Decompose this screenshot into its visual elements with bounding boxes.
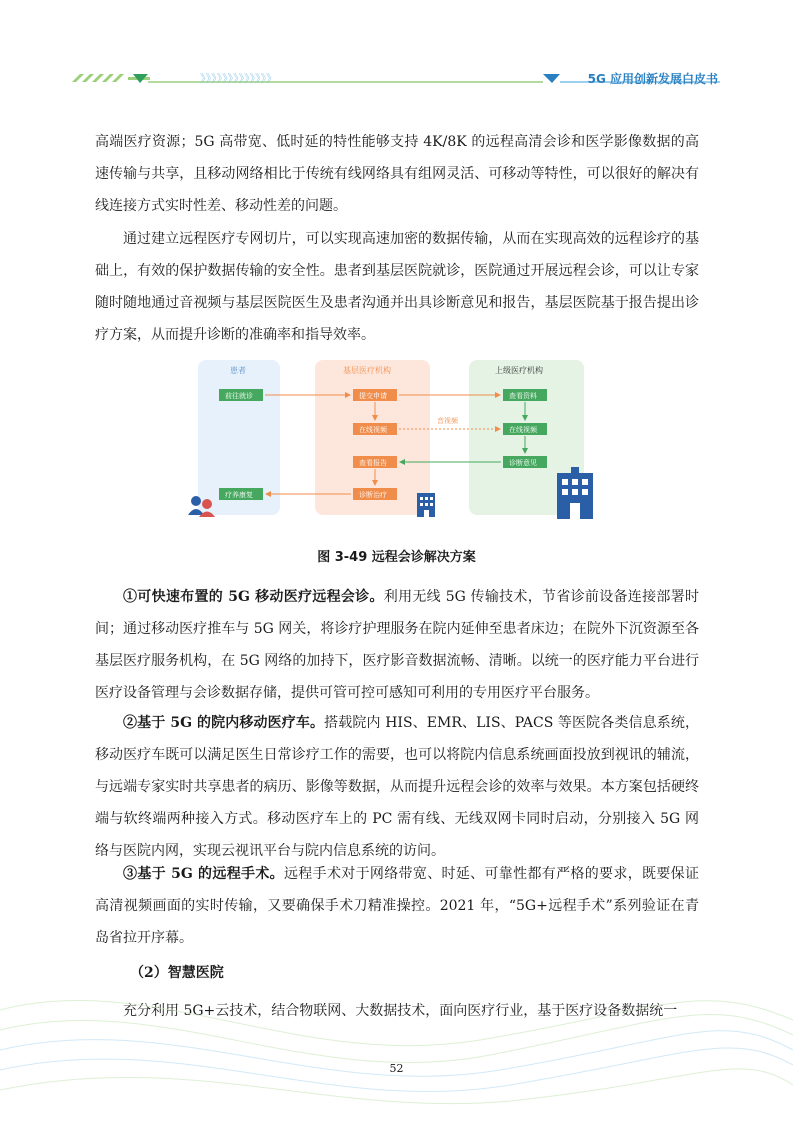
figure-caption: 图 3-49 远程会诊解决方案 [317, 550, 476, 565]
figure-remote-consultation [185, 355, 597, 525]
paragraph-4-heading: ②基于 5G 的院内移动医疗车。 [123, 715, 325, 731]
av-label: 音视频 [437, 417, 458, 425]
btn-report: 查看报告 [359, 459, 387, 467]
btn-opinion: 诊断意见 [509, 459, 537, 467]
header-triangle-right [543, 74, 560, 83]
btn-visit: 前往就诊 [225, 392, 253, 400]
paragraph-2: 通过建立远程医疗专网切片，可以实现高速加密的数据传输，从而在实现高效的远程诊疗的基础上，有效的保护数据传输的安全性。患者到基层医院就诊，医院通过开展远程会诊，可以让专家随时随地通过音视频与基层医院医生及患者沟通并出具诊断意见和报告，基层医院基于报告提出诊疗方案，从而提升诊断的准确率和指导效率。 [95, 231, 699, 343]
btn-video-right: 在线视频 [509, 426, 537, 434]
paragraph-6: 充分利用 5G+云技术，结合物联网、大数据技术，面向医疗行业，基于医疗设备数据统一 [123, 1003, 678, 1019]
paragraph-4-text: 搭载院内 HIS、EMR、LIS、PACS 等医院各类信息系统，移动医疗车既可以满足医生日常诊疗工作的需要，也可以将院内信息系统画面投放到视讯的辅流，与远端专家实时共享患者的病历、影像等数据，从而提升远程会诊的效率与效果。本方案包括硬终端与软终端两种接入方式。移动医疗车上的 PC 需有线、无线双网卡同时启动，分别接入 5G 网络与医院内网，实现云视讯平台与院内信息系统的访问。 [95, 715, 699, 859]
page-header [0, 0, 793, 110]
patient-label: 患者 [230, 366, 246, 375]
btn-view-data: 查看资料 [509, 392, 537, 400]
header-title: 5G 应用创新发展白皮书 [587, 72, 718, 86]
small-hospital-icon [417, 493, 435, 517]
section-subheading: （2）智慧医院 [130, 965, 224, 981]
btn-submit: 提交申请 [359, 392, 387, 400]
paragraph-5-text: 远程手术对于网络带宽、时延、可靠性都有严格的要求，既要保证高清视频画面的实时传输，又要确保手术刀精准操控。2021 年，“5G+远程手术”系列验证在青岛省拉开序幕。 [95, 866, 699, 946]
btn-recover: 疗养康复 [225, 491, 253, 499]
page-number: 52 [389, 1062, 404, 1075]
upper-label: 上级医疗机构 [495, 366, 543, 375]
paragraph-4 [95, 707, 699, 867]
paragraph-3 [95, 581, 699, 709]
paragraph-3-text: 利用无线 5G 传输技术，节省诊前设备连接部署时间；通过移动医疗推车与 5G 网关，将诊疗护理服务在院内延伸至患者床边；在院外下沉资源至各基层医疗服务机构，在 5G 网络的加持下，医疗影音数据流畅、清晰。以统一的医疗能力平台进行医疗设备管理与会诊数据存储，提供可管可控可感知可利用的专用医疗平台服务。 [95, 589, 699, 701]
header-chevrons: 》》》》》》》》》》》》》 [200, 72, 277, 85]
paragraph-3-heading: ①可快速布置的 5G 移动医疗远程会诊。 [123, 589, 384, 605]
paragraph-1: 高端医疗资源；5G 高带宽、低时延的特性能够支持 4K/8K 的远程高清会诊和医学影像数据的高速传输与共享，且移动网络相比于传统有线网络具有组网灵活、可移动等特性，可以很好的解决有线连接方式实时性差、移动性差的问题。 [95, 134, 699, 214]
btn-video-left: 在线视频 [359, 426, 387, 434]
btn-treat: 诊断治疗 [359, 491, 387, 499]
decorative-waves [0, 950, 793, 1122]
large-hospital-icon [557, 467, 593, 519]
basic-label: 基层医疗机构 [343, 366, 391, 375]
paragraph-5 [95, 858, 699, 954]
paragraph-5-heading: ③基于 5G 的远程手术。 [123, 866, 284, 882]
